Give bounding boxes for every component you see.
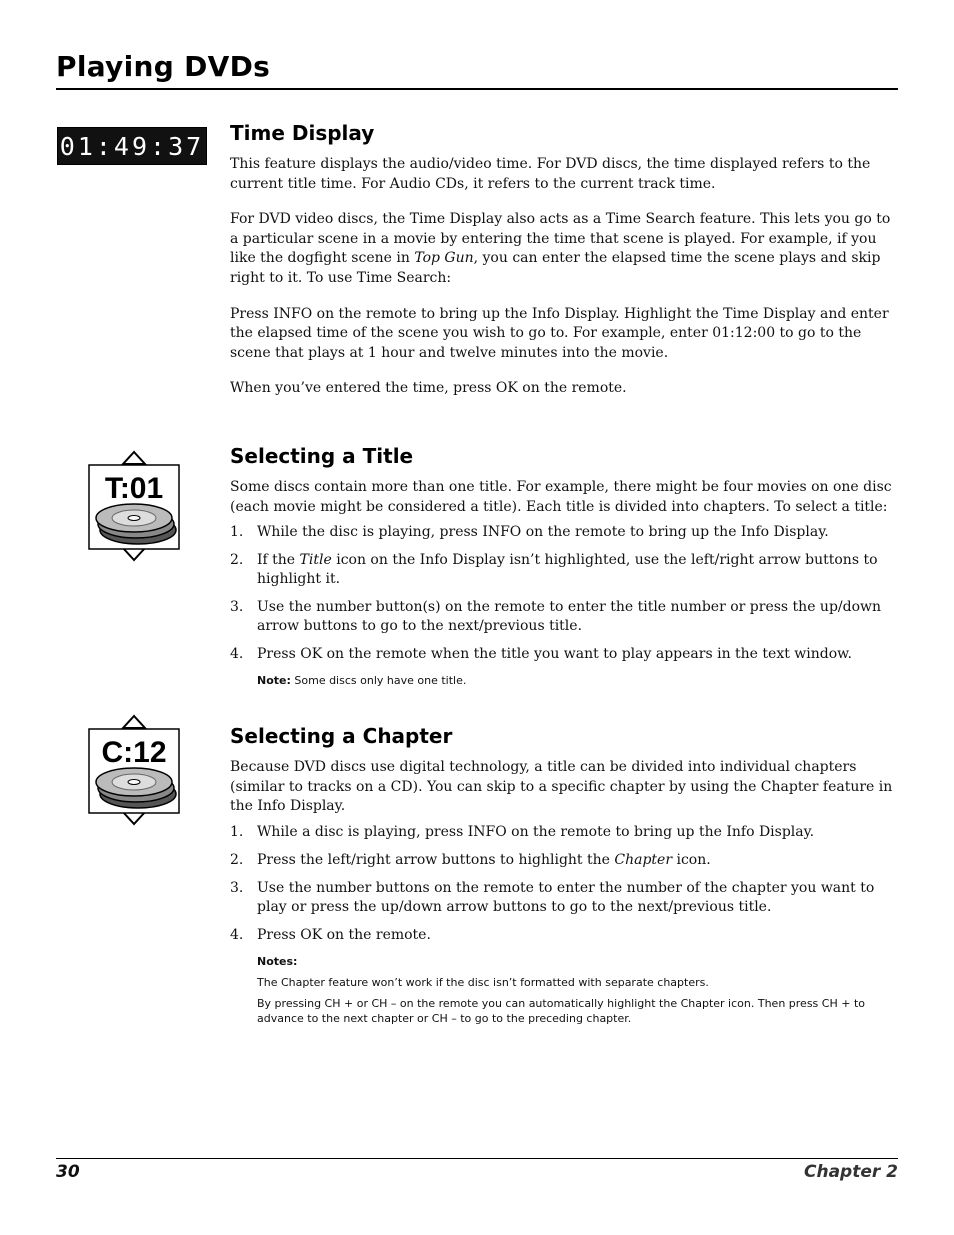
chapter-note-2: By pressing CH + or CH – on the remote you can automatically highlight the Chapter icon. Then press CH + to advance to the next chapter or CH – to go to the preceding chapter. [257,996,865,1025]
time-search-confirm: When you’ve entered the time, press OK on the remote. [230,380,627,397]
selecting-title-intro: Some discs contain more than one title. For example, there might be four movies on one disc (each movie might be considered a title). Each title is divided into chapters. To select a title: [230,479,892,515]
time-display-section [230,121,894,415]
list-item: 2. Press the left/right arrow buttons to highlight the Chapter icon. [230,851,711,868]
selecting-chapter-section [230,724,894,1032]
time-display-readout: 01:49:37 [59,132,205,161]
time-display-paragraph: This feature displays the audio/video time. For DVD discs, the time displayed refers to the current title time. For Audio CDs, it refers to the current track time. [230,156,871,192]
chapter-disc-icon [86,714,182,831]
selecting-title-heading: Selecting a Title [230,444,414,468]
page-title: Playing DVDs [56,50,271,83]
list-item: 3. Use the number buttons on the remote to enter the number of the chapter you want to play or press the up/down arrow buttons to go to the next/previous title. [230,879,875,915]
chapter-notes: Notes: The Chapter feature won’t work if the disc isn’t formatted with separate chapters. By pressing CH + or CH – on the remote you can automatically highlight the Chapter icon. Then press CH + to advance to the next chapter or CH – to go to the preceding chapter. [257,954,894,1026]
page-number: 30 [56,1162,80,1182]
chapter-steps-list [230,823,894,945]
time-search-instructions: Press INFO on the remote to bring up the Info Display. Highlight the Time Display and enter the elapsed time of the scene you wish to go to. For example, enter 01:12:00 to go to the scene that plays at 1 hour and twelve minutes into the movie. [230,305,889,361]
list-item: 1. While a disc is playing, press INFO on the remote to bring up the Info Display. [230,823,815,840]
chapter-icon-label: C:12 [101,736,167,769]
list-item: 1. While the disc is playing, press INFO on the remote to bring up the Info Display. [230,524,829,541]
chapter-note-1: The Chapter feature won’t work if the disc isn’t formatted with separate chapters. [257,975,709,989]
time-search-paragraph: For DVD video discs, the Time Display also acts as a Time Search feature. This lets you go to a particular scene in a movie by entering the time that scene is played. For example, if you like the dogfight scene in Top Gun, you can enter the elapsed time the scene plays and skip right to it. To use Time Search: [230,211,891,286]
list-item: 4. Press OK on the remote when the title you want to play appears in the text window. [230,646,852,663]
title-note: Note: Some discs only have one title. [257,674,467,688]
selecting-chapter-intro: Because DVD discs use digital technology, a title can be divided into individual chapters (similar to tracks on a CD). You can skip to a specific chapter by using the Chapter feature in the Info Display. [230,759,893,815]
list-item: 2. If the Title icon on the Info Display isn’t highlighted, use the left/right arrow buttons to highlight it. [230,552,878,588]
selecting-chapter-heading: Selecting a Chapter [230,724,453,748]
list-item: 4. Press OK on the remote. [230,926,431,943]
title-disc-icon [86,450,182,567]
time-display-heading: Time Display [230,121,375,145]
chapter-label: Chapter 2 [803,1162,898,1182]
title-divider [56,88,898,90]
list-item: 3. Use the number button(s) on the remote to enter the title number or press the up/down arrow buttons to go to the next/previous title. [230,599,882,635]
selecting-title-section [230,444,894,688]
footer-divider [56,1158,898,1159]
title-steps-list [230,523,894,664]
title-icon-label: T:01 [104,472,164,505]
time-display-icon [57,127,207,165]
